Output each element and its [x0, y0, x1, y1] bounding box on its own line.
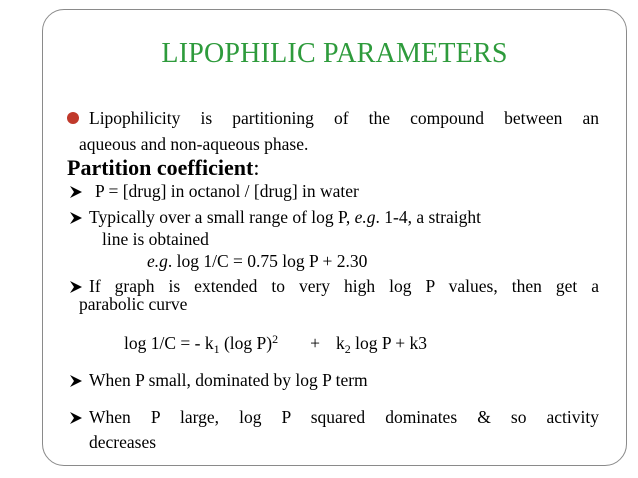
- arrow-bullet-icon: [69, 374, 83, 388]
- bullet-p-large-line-1: When P large, log P squared dominates & so activity: [89, 407, 599, 427]
- circle-bullet-icon: [67, 112, 79, 124]
- example-eg: e.g: [147, 251, 168, 271]
- bullet-p-definition: P = [drug] in octanol / [drug] in water: [95, 181, 359, 201]
- arrow-bullet-icon: [69, 280, 83, 294]
- intro-line-2: aqueous and non-aqueous phase.: [79, 134, 309, 154]
- slide-title: LIPOPHILIC PARAMETERS: [161, 38, 508, 69]
- partition-coefficient-heading: [67, 155, 259, 181]
- bullet-p-small: When P small, dominated by log P term: [89, 370, 368, 390]
- formula-part-e: log P + k3: [350, 333, 428, 353]
- heading-colon: :: [253, 155, 260, 180]
- intro-line-1: Lipophilicity is partitioning of the compound between an: [89, 108, 599, 128]
- bullet-extended-line-2: parabolic curve: [79, 294, 188, 314]
- formula-k1-subscript: 1: [213, 342, 220, 356]
- parabolic-formula: [124, 333, 427, 354]
- formula-squared-superscript: 2: [272, 332, 279, 346]
- formula-part-a: log 1/C = - k: [124, 333, 214, 353]
- typically-part1: Typically over a small range of log P,: [89, 207, 355, 227]
- example-text: . log 1/C = 0.75 log P + 2.30: [167, 251, 368, 271]
- arrow-bullet-icon: [69, 411, 83, 425]
- arrow-bullet-icon: [69, 185, 83, 199]
- typically-eg: e.g: [354, 207, 376, 227]
- bullet-typically: [89, 207, 481, 228]
- bullet-extended-line-1: If graph is extended to very high log P values, then get a: [89, 276, 599, 296]
- typically-part2: . 1-4, a straight: [375, 207, 481, 227]
- example-equation: [147, 251, 367, 272]
- bullet-p-large-line-2: decreases: [89, 432, 157, 452]
- formula-plus: +: [310, 333, 320, 353]
- formula-part-b: (log P): [219, 333, 273, 353]
- formula-part-d: k: [335, 333, 345, 353]
- heading-text: Partition coefficient: [67, 155, 254, 180]
- arrow-bullet-icon: [69, 211, 83, 225]
- formula-k2-subscript: 2: [344, 342, 351, 356]
- typically-line-2: line is obtained: [102, 229, 209, 249]
